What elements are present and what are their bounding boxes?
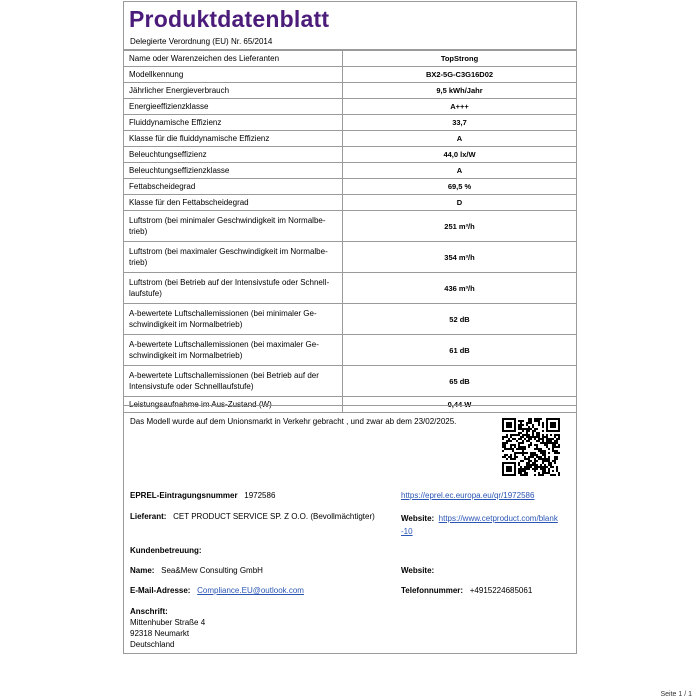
supplier-website-label: Website:: [401, 514, 435, 523]
spec-label: A-bewertete Luftschallemissionen (bei maximaler Ge-schwindigkeit im Normalbetrieb): [124, 335, 343, 366]
spec-value: 251 m³/h: [343, 211, 577, 242]
spec-label: Energieeffizienzklasse: [124, 99, 343, 115]
spec-value: 44,0 lx/W: [343, 147, 577, 163]
contact-name-label: Name:: [130, 566, 155, 575]
spec-table: [124, 50, 576, 413]
spec-row: [124, 335, 576, 366]
supplier-website-entry: [401, 512, 558, 538]
spec-label: Klasse für die fluiddynamische Effizienz: [124, 131, 343, 147]
spec-row: [124, 211, 576, 242]
supplier-entry: [130, 512, 375, 521]
spec-value: 65 dB: [343, 366, 577, 397]
spec-label: Jährlicher Energieverbrauch: [124, 83, 343, 99]
product-data-sheet: [123, 1, 577, 413]
address-line-1: Mittenhuber Straße 4: [130, 618, 206, 627]
customer-service-heading: Kundenbetreuung:: [130, 546, 202, 555]
regulation-subtitle: Delegierte Verordnung (EU) Nr. 65/2014: [124, 34, 576, 50]
phone-label: Telefonnummer:: [401, 586, 464, 595]
spec-row: [124, 179, 576, 195]
email-label: E-Mail-Adresse:: [130, 586, 191, 595]
spec-label: Luftstrom (bei Betrieb auf der Intensivstufe oder Schnell-laufstufe): [124, 273, 343, 304]
address-line-2: 92318 Neumarkt: [130, 629, 190, 638]
spec-row: [124, 51, 576, 67]
spec-value: 61 dB: [343, 335, 577, 366]
supplier-value: CET PRODUCT SERVICE SP. Z O.O. (Bevollmächtigter): [173, 512, 375, 521]
spec-value: D: [343, 195, 577, 211]
spec-value: 33,7: [343, 115, 577, 131]
address-line-3: Deutschland: [130, 640, 175, 649]
eprel-label: EPREL-Eintragungsnummer: [130, 491, 238, 500]
spec-row: [124, 242, 576, 273]
spec-row: [124, 115, 576, 131]
address-label: Anschrift:: [130, 607, 168, 616]
phone-entry: [401, 586, 532, 595]
spec-row: [124, 273, 576, 304]
spec-value: TopStrong: [343, 51, 577, 67]
qr-code-icon: [502, 418, 560, 476]
spec-value: 52 dB: [343, 304, 577, 335]
spec-label: Leistungsaufnahme im Aus-Zustand (W): [124, 397, 343, 413]
market-date-text: Das Modell wurde auf dem Unionsmarkt in Verkehr gebracht , und zwar ab dem 23/02/2025.: [130, 417, 457, 426]
spec-label: Luftstrom (bei maximaler Geschwindigkeit im Normalbe-trieb): [124, 242, 343, 273]
spec-value: A: [343, 163, 577, 179]
spec-label: Klasse für den Fettabscheidegrad: [124, 195, 343, 211]
spec-label: A-bewertete Luftschallemissionen (bei Betrieb auf der Intensivstufe oder Schnelllaufstufe): [124, 366, 343, 397]
contact-name-value: Sea&Mew Consulting GmbH: [161, 566, 263, 575]
email-entry: [130, 586, 304, 595]
spec-value: 436 m³/h: [343, 273, 577, 304]
spec-label: Luftstrom (bei minimaler Geschwindigkeit im Normalbe-trieb): [124, 211, 343, 242]
spec-row: [124, 131, 576, 147]
contact-name-entry: [130, 566, 263, 575]
spec-row: [124, 366, 576, 397]
spec-row: [124, 163, 576, 179]
spec-row: [124, 147, 576, 163]
spec-label: Name oder Warenzeichen des Lieferanten: [124, 51, 343, 67]
address-block: [130, 606, 205, 650]
eprel-link[interactable]: https://eprel.ec.europa.eu/qr/1972586: [401, 491, 535, 500]
spec-row: [124, 67, 576, 83]
phone-value: +4915224685061: [469, 586, 533, 595]
spec-row: [124, 83, 576, 99]
spec-value: BX2-5G-C3G16D02: [343, 67, 577, 83]
spec-row: [124, 304, 576, 335]
spec-row: [124, 99, 576, 115]
spec-value: 9,5 kWh/Jahr: [343, 83, 577, 99]
page-number: Seite 1 / 1: [660, 691, 692, 698]
supplier-label: Lieferant:: [130, 512, 167, 521]
spec-label: Fluiddynamische Effizienz: [124, 115, 343, 131]
eprel-entry: [130, 491, 275, 500]
spec-value: 354 m³/h: [343, 242, 577, 273]
spec-row: [124, 195, 576, 211]
info-box: [123, 405, 577, 654]
email-link[interactable]: Compliance.EU@outlook.com: [197, 586, 304, 595]
spec-value: 0,44 W: [343, 397, 577, 413]
spec-label: A-bewertete Luftschallemissionen (bei minimaler Ge-schwindigkeit im Normalbetrieb): [124, 304, 343, 335]
spec-value: A: [343, 131, 577, 147]
contact-website-label: Website:: [401, 566, 435, 575]
spec-label: Beleuchtungseffizienz: [124, 147, 343, 163]
spec-value: 69,5 %: [343, 179, 577, 195]
spec-label: Modellkennung: [124, 67, 343, 83]
supplier-website-link[interactable]: https://www.cetproduct.com/blank: [438, 514, 558, 523]
spec-value: A+++: [343, 99, 577, 115]
eprel-number: 1972586: [244, 491, 276, 500]
page-title: Produktdatenblatt: [129, 6, 330, 32]
spec-label: Fettabscheidegrad: [124, 179, 343, 195]
spec-label: Beleuchtungseffizienzklasse: [124, 163, 343, 179]
supplier-website-link-cont[interactable]: -10: [401, 527, 413, 536]
